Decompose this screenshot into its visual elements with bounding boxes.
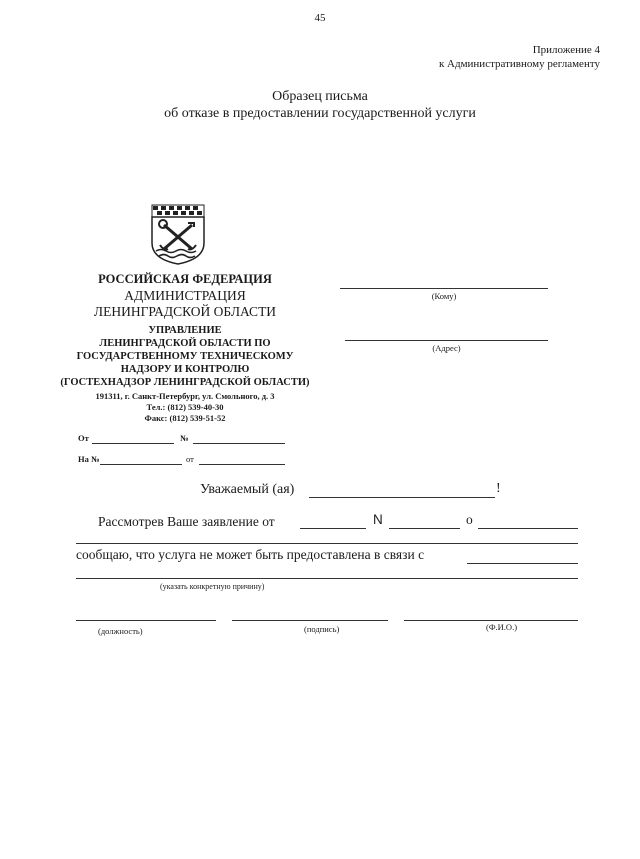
letterhead-department: [50, 324, 320, 389]
reg-number-label: №: [180, 433, 189, 443]
department-line5: (ГОСТЕХНАДЗОР ЛЕНИНГРАДСКОЙ ОБЛАСТИ): [60, 377, 310, 388]
page-number: 45: [314, 12, 326, 24]
signature-label: (подпись): [304, 624, 340, 634]
signature-name-line[interactable]: [404, 620, 578, 621]
reg-reply-number-line[interactable]: [100, 464, 182, 465]
greeting-name-line[interactable]: [309, 497, 495, 498]
application-subject-line[interactable]: [478, 528, 578, 529]
letterhead-phone: Тел.: (812) 539-40-30: [146, 402, 224, 412]
signature-sign-line[interactable]: [232, 620, 388, 621]
title-line1: Образец письма: [272, 89, 368, 104]
letterhead-address: 191311, г. Санкт-Петербург, ул. Смольного, д. 3: [95, 391, 275, 401]
department-line3: ГОСУДАРСТВЕННОМУ ТЕХНИЧЕСКОМУ: [76, 351, 294, 362]
appendix-line1: Приложение 4: [532, 44, 600, 56]
reason-line[interactable]: [467, 563, 578, 564]
greeting-text: Уважаемый (ая): [200, 482, 295, 497]
application-number-line[interactable]: [389, 528, 460, 529]
recipient-to-label: (Кому): [431, 291, 457, 301]
department-line4: НАДЗОРУ И КОНТРОЛЮ: [120, 364, 250, 375]
reg-date-line[interactable]: [92, 443, 174, 444]
title-line2: об отказе в предоставлении государственной услуги: [164, 106, 476, 121]
letterhead-contacts: [50, 391, 320, 424]
o-label: о: [466, 512, 473, 527]
appendix-line2: к Административному регламенту: [438, 58, 600, 70]
letterhead-country: РОССИЙСКАЯ ФЕДЕРАЦИЯ: [98, 272, 272, 286]
full-name-label: (Ф.И.О.): [486, 622, 518, 632]
reg-from2-label: от: [186, 454, 194, 464]
letterhead-fax: Факс: (812) 539-51-52: [144, 413, 226, 423]
considered-text: Рассмотрев Ваше заявление от: [98, 514, 275, 529]
reason-continuation-line[interactable]: [76, 578, 578, 579]
position-label: (должность): [98, 626, 143, 636]
administration-line1: АДМИНИСТРАЦИЯ: [124, 288, 246, 303]
application-date-line[interactable]: [300, 528, 366, 529]
coat-of-arms-icon: [150, 203, 206, 265]
appendix-note: [439, 43, 600, 71]
n-label: N: [373, 512, 383, 527]
recipient-name-line[interactable]: [340, 288, 548, 289]
reg-reply-date-line[interactable]: [199, 464, 285, 465]
reason-hint: (указать конкретную причину): [160, 582, 265, 591]
administration-line2: ЛЕНИНГРАДСКОЙ ОБЛАСТИ: [93, 304, 277, 319]
document-title: [0, 88, 640, 122]
reg-from-label: От: [78, 433, 89, 443]
reg-reply-label: На №: [78, 454, 100, 464]
reg-number-line[interactable]: [193, 443, 285, 444]
letterhead-administration: [70, 288, 300, 320]
department-line2: ЛЕНИНГРАДСКОЙ ОБЛАСТИ ПО: [99, 338, 271, 349]
inform-text: сообщаю, что услуга не может быть предоставлена в связи с: [76, 547, 425, 562]
subject-continuation-line[interactable]: [76, 543, 578, 544]
recipient-address-line[interactable]: [345, 340, 548, 341]
greeting-exclamation: !: [496, 481, 501, 496]
department-line1: УПРАВЛЕНИЕ: [148, 325, 222, 336]
signature-position-line[interactable]: [76, 620, 216, 621]
recipient-address-label: (Адрес): [432, 343, 461, 353]
